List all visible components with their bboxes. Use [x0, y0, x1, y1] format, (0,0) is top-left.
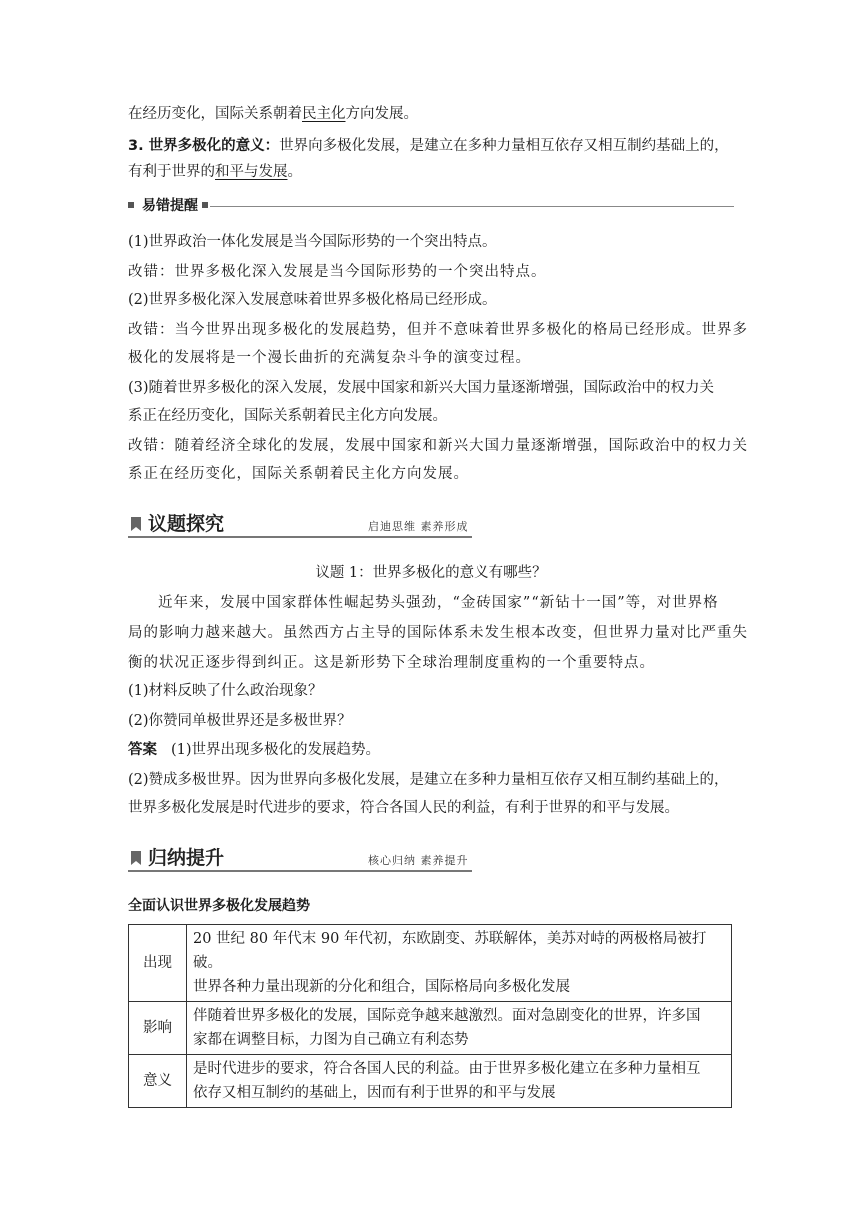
table-row [129, 1055, 732, 1108]
cell-line: 家都在调整目标，力图为自己确立有利态势 [193, 1032, 469, 1048]
table-row [129, 925, 732, 1002]
bookmark-icon [130, 850, 142, 866]
underlined-term: 民主化 [302, 106, 346, 122]
material-line: 局的影响力越来越大。虽然西方占主导的国际体系未发生根本改变，但世界力量对比严重失 [128, 625, 748, 641]
square-bullet-icon [202, 202, 208, 208]
point-3-text: 世界向多极化发展，是建立在多种力量相互依存又相互制约基础上的， [279, 138, 729, 154]
tip-line: (1)世界政治一体化发展是当今国际形势的一个突出特点。 [128, 234, 497, 250]
section-title: 议题探究 [148, 513, 225, 535]
answer-label: 答案 [128, 742, 157, 758]
material-line: 衡的状况正逐步得到纠正。这是新形势下全球治理制度重构的一个重要特点。 [128, 655, 655, 671]
intro-line-1 [128, 104, 418, 124]
tip-line: (3)随着世界多极化的深入发展，发展中国家和新兴大国力量逐渐增强，国际政治中的权力关 [128, 380, 715, 396]
question-1: (1)材料反映了什么政治现象？ [128, 683, 323, 699]
point-3-line-2 [128, 162, 302, 182]
point-3-label: 3. 世界多极化的意义： [128, 138, 280, 154]
row-content [187, 925, 732, 1002]
tip-line: 系正在经历变化，国际关系朝着民主化方向发展。 [128, 408, 447, 424]
summary-title: 全面认识世界多极化发展趋势 [128, 898, 310, 914]
cell-line: 20 世纪 80 年代末 90 年代初，东欧剧变、苏联解体，美苏对峙的两极格局被打破。 [193, 931, 707, 971]
section-subtitle: 启迪思维 素养形成 [368, 520, 469, 533]
underlined-term: 和平与发展 [215, 164, 288, 180]
tips-header [128, 196, 734, 216]
tip-line: (2)世界多极化深入发展意味着世界多极化格局已经形成。 [128, 292, 497, 308]
section-title: 归纳提升 [148, 847, 225, 869]
cell-line: 依存又相互制约的基础上，因而有利于世界的和平与发展 [193, 1085, 556, 1101]
summary-table [128, 924, 732, 1108]
row-header: 影响 [129, 1002, 187, 1055]
bookmark-icon [130, 516, 142, 532]
section-divider [128, 536, 472, 538]
cell-line: 伴随着世界多极化的发展，国际竞争越来越激烈。面对急剧变化的世界，许多国 [193, 1008, 701, 1024]
cell-line: 世界各种力量出现新的分化和组合，国际格局向多极化发展 [193, 979, 570, 995]
cell-line: 是时代进步的要求，符合各国人民的利益。由于世界多极化建立在多种力量相互 [193, 1061, 701, 1077]
tips-divider [210, 206, 734, 207]
answer-text: (2)赞成多极世界。因为世界向多极化发展，是建立在多种力量相互依存又相互制约基础上的， [128, 772, 729, 788]
row-content [187, 1055, 732, 1108]
tip-correction-line: 极化的发展将是一个漫长曲折的充满复杂斗争的演变过程。 [128, 350, 531, 366]
section-subtitle: 核心归纳 素养提升 [368, 854, 469, 867]
material-line: 近年来，发展中国家群体性崛起势头强劲，“金砖国家”“新钻十一国”等，对世界格 [158, 595, 719, 611]
point-3-text: 有利于世界的 [128, 164, 215, 180]
question-2: (2)你赞同单极世界还是多极世界？ [128, 713, 352, 729]
tip-correction-line: 改错：当今世界出现多极化的发展趋势，但并不意味着世界多极化的格局已经形成。世界多 [128, 322, 748, 338]
tip-correction-line: 改错：世界多极化深入发展是当今国际形势的一个突出特点。 [128, 264, 547, 280]
row-content [187, 1002, 732, 1055]
table-row [129, 1002, 732, 1055]
answer-text: 世界多极化发展是时代进步的要求，符合各国人民的利益，有利于世界的和平与发展。 [128, 800, 679, 816]
point-3-text: 。 [287, 164, 302, 180]
topic-heading: 议题 1：世界多极化的意义有哪些？ [315, 565, 547, 581]
tips-label: 易错提醒 [142, 198, 198, 214]
section-header-topic-inquiry [128, 512, 472, 538]
square-bullet-icon [128, 202, 134, 208]
tip-correction-line: 系正在经历变化，国际关系朝着民主化方向发展。 [128, 466, 469, 482]
answer-line-1 [128, 740, 380, 760]
section-header-summary [128, 846, 472, 872]
point-3-line-1 [128, 136, 729, 156]
row-header: 意义 [129, 1055, 187, 1108]
section-divider [128, 870, 472, 872]
answer-text: (1)世界出现多极化的发展趋势。 [171, 742, 381, 758]
intro-text: 方向发展。 [345, 106, 418, 122]
tip-correction-line: 改错：随着经济全球化的发展，发展中国家和新兴大国力量逐渐增强，国际政治中的权力关 [128, 438, 748, 454]
intro-text: 在经历变化，国际关系朝着 [128, 106, 302, 122]
row-header: 出现 [129, 925, 187, 1002]
